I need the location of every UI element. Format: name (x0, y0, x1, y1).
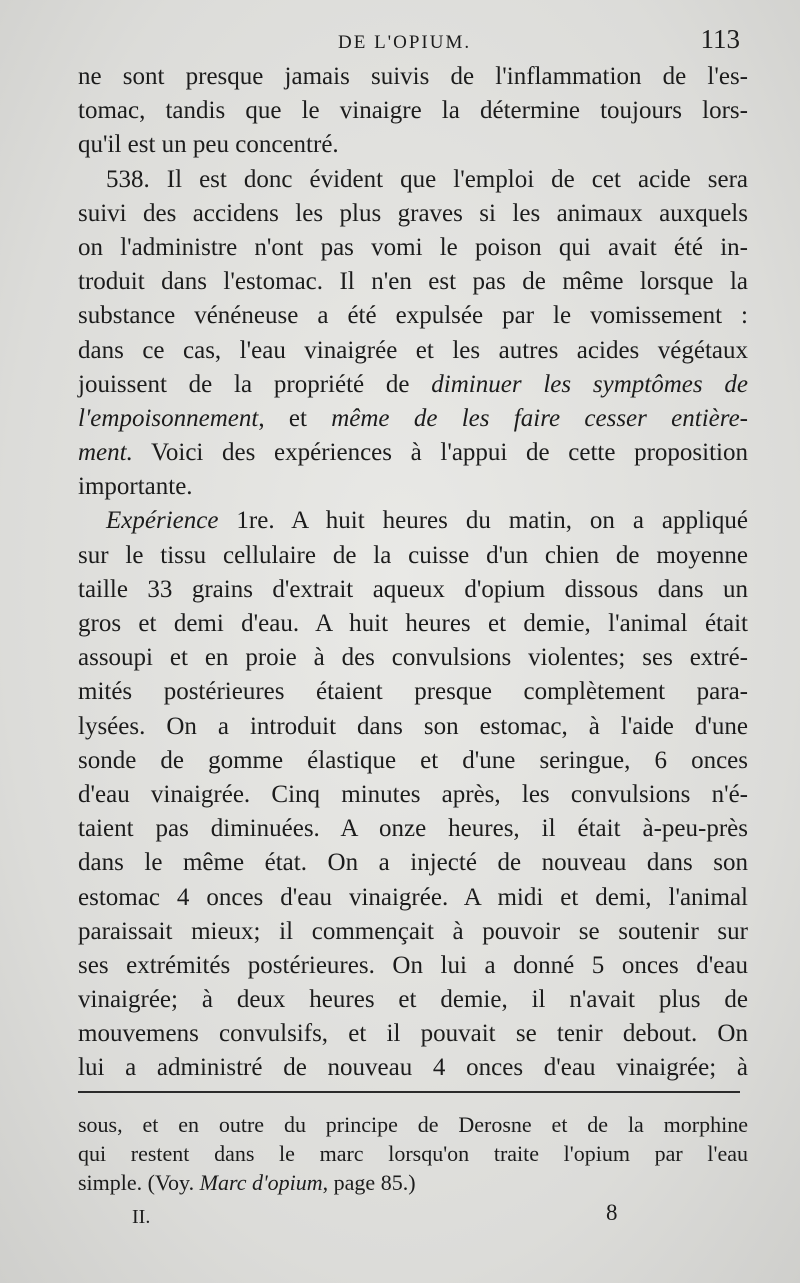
line-text: tomac, tandis que le vinaigre la détermine toujours lors- (78, 97, 748, 125)
line-text: lui a administré de nouveau 4 onces d'eau vinaigrée; à (78, 1054, 748, 1082)
gathering-number: 8 (606, 1200, 618, 1225)
line-text: ne sont presque jamais suivis de l'inflammation de l'es- (78, 63, 748, 90)
line-text: mouvemens convulsifs, et il pouvait se tenir debout. On (78, 1020, 748, 1048)
page-number: 113 (700, 24, 740, 54)
footnote-text: , page 85.) (322, 1170, 416, 1195)
footnote-line (78, 1168, 748, 1197)
text-line (78, 1051, 748, 1085)
footnote-line: sous, et en outre du principe de Derosne et de la morphine (78, 1112, 748, 1137)
text-line (78, 846, 748, 880)
text-line (78, 675, 748, 709)
line-text: sur le tissu cellulaire de la cuisse d'un chien de moyenne (78, 541, 748, 569)
text-line (78, 163, 748, 197)
text-line (78, 436, 748, 470)
text-line (78, 641, 748, 675)
italic-text: ment. (78, 439, 133, 467)
line-text: troduit dans l'estomac. Il n'en est pas de même lorsque la (78, 268, 748, 296)
text-line (78, 949, 748, 983)
line-text: taille 33 grains d'extrait aqueux d'opium dissous dans un (78, 575, 748, 603)
line-text: substance vénéneuse a été expulsée par le vomissement : (78, 302, 748, 330)
signature-mark: II. (132, 1206, 151, 1228)
footnote-italic-text: Marc d'opium (199, 1170, 323, 1195)
line-text: gros et demi d'eau. A huit heures et demie, l'animal était (78, 610, 748, 637)
text-line (78, 573, 748, 607)
body-text (78, 60, 748, 1086)
line-text: taient pas diminuées. A onze heures, il était à-peu-près (78, 815, 748, 843)
line-text: paraissait mieux; il commençait à pouvoir se soutenir sur (78, 917, 748, 945)
line-text: lysées. On a introduit dans son estomac, à l'aide d'une (78, 712, 748, 740)
italic-text: diminuer les symptômes de (431, 370, 748, 398)
text-line (78, 402, 748, 436)
line-text: dans ce cas, l'eau vinaigrée et les autres acides végétaux (78, 336, 748, 364)
text-line (78, 334, 748, 368)
line-text: dans le même état. On a injecté de nouveau dans son (78, 849, 748, 877)
line-text: 538. Il est donc évident que l'emploi de cet acide sera (106, 165, 748, 193)
text-line (78, 299, 748, 333)
text-line (78, 368, 748, 402)
line-text: estomac 4 onces d'eau vinaigrée. A midi et demi, l'animal (78, 883, 748, 911)
line-text: , et (258, 404, 332, 432)
footnote (78, 1110, 748, 1197)
text-line (78, 94, 748, 128)
text-line (78, 881, 748, 915)
text-line (78, 812, 748, 846)
line-text: importante. (78, 473, 193, 501)
text-line (78, 60, 748, 94)
text-line (78, 915, 748, 949)
text-line (78, 504, 748, 538)
footnote-line: qui restent dans le marc lorsqu'on traite l'opium par l'eau (78, 1141, 748, 1166)
text-line (78, 744, 748, 778)
italic-text: même de les faire cesser entière- (331, 404, 748, 432)
text-line (78, 197, 748, 231)
footnote-rule (78, 1091, 740, 1093)
page-header (78, 24, 740, 64)
line-text: d'eau vinaigrée. Cinq minutes après, les convulsions n'é- (78, 780, 748, 808)
line-text: jouissent de la propriété de (78, 370, 432, 398)
text-line (78, 778, 748, 812)
italic-text: l'empoisonnement (78, 404, 259, 432)
text-line (78, 710, 748, 744)
text-line (78, 128, 748, 162)
line-text: assoupi et en proie à des convulsions violentes; ses extré- (78, 644, 748, 672)
text-line (78, 470, 748, 504)
line-text: on l'administre n'ont pas vomi le poison qui avait été in- (78, 233, 748, 261)
text-line (78, 265, 748, 299)
text-line (78, 607, 748, 641)
line-text: qu'il est un peu concentré. (78, 131, 339, 159)
text-line (78, 539, 748, 573)
text-line (78, 983, 748, 1017)
line-text: 1re. A huit heures du matin, on a appliqué (218, 507, 748, 535)
running-title: DE L'OPIUM. (338, 32, 472, 53)
line-text: Voici des expériences à l'appui de cette proposition (132, 439, 748, 467)
footnote-text: simple. (Voy. (78, 1170, 200, 1195)
line-text: ses extrémités postérieures. On lui a donné 5 onces d'eau (78, 951, 748, 979)
text-line (78, 1017, 748, 1051)
line-text: suivi des accidens les plus graves si les animaux auxquels (78, 199, 748, 227)
text-line (78, 231, 748, 265)
line-text: sonde de gomme élastique et d'une seringue, 6 onces (78, 746, 748, 774)
line-text: vinaigrée; à deux heures et demie, il n'avait plus de (78, 986, 748, 1014)
italic-text: Expérience (106, 507, 219, 535)
line-text: mités postérieures étaient presque complètement para- (78, 678, 748, 706)
